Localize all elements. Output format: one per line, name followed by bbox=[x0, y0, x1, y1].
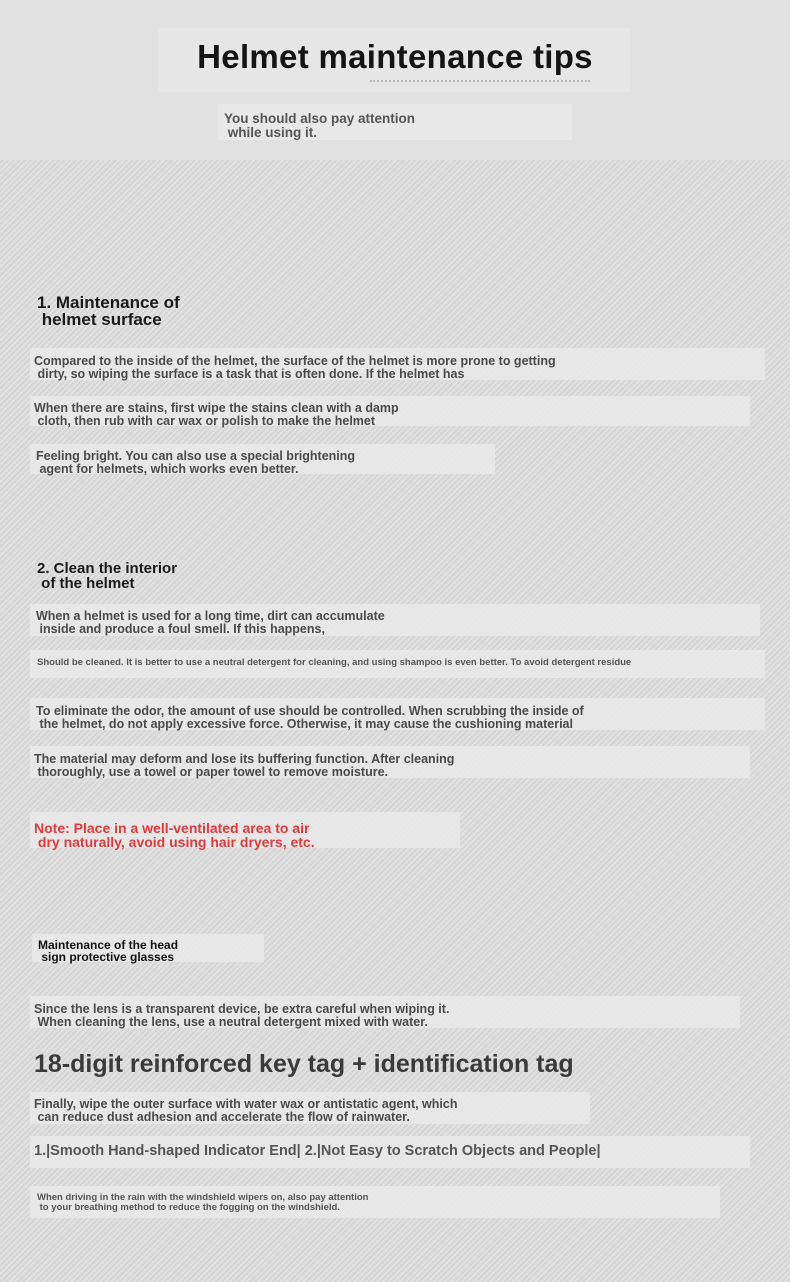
section-1-paragraph-3: Feeling bright. You can also use a special brightening agent for helmets, which works even better. bbox=[36, 449, 356, 476]
page-subtitle: You should also pay attention while using it. bbox=[224, 111, 416, 140]
section-2-paragraph-2: Should be cleaned. It is better to use a neutral detergent for cleaning, and using shampoo is even better. To avoid detergent residue bbox=[37, 657, 632, 668]
section-1-paragraph-1: Compared to the inside of the helmet, the surface of the helmet is more prone to getting dirty, so wiping the surface is a task that is often done. If the helmet has bbox=[34, 354, 556, 381]
section-2-heading: 2. Clean the interior of the helmet bbox=[37, 560, 178, 592]
section-1-paragraph-2: When there are stains, first wipe the stains clean with a damp cloth, then rub with car wax or polish to make the helmet bbox=[34, 401, 399, 428]
section-3-heading: Maintenance of the head sign protective glasses bbox=[38, 938, 179, 964]
key-tag-headline: 18-digit reinforced key tag + identification tag bbox=[34, 1050, 574, 1078]
section-2-note: Note: Place in a well-ventilated area to air dry naturally, avoid using hair dryers, etc. bbox=[34, 820, 315, 850]
section-3-paragraph-3: When driving in the rain with the windshield wipers on, also pay attention to your breathing method to reduce the fogging on the windshield. bbox=[37, 1192, 369, 1213]
section-2-paragraph-1: When a helmet is used for a long time, dirt can accumulate inside and produce a foul smell. If this happens, bbox=[36, 609, 385, 636]
section-2-paragraph-4: The material may deform and lose its buffering function. After cleaning thoroughly, use a towel or paper towel to remove moisture. bbox=[34, 752, 455, 779]
title-smudge bbox=[370, 80, 590, 92]
section-1-heading: 1. Maintenance of helmet surface bbox=[37, 293, 180, 329]
section-3-paragraph-1: Since the lens is a transparent device, be extra careful when wiping it. When cleaning the lens, use a neutral detergent mixed with water. bbox=[34, 1002, 450, 1029]
section-2-paragraph-3: To eliminate the odor, the amount of use should be controlled. When scrubbing the inside of the helmet, do not apply excessive force. Otherwise, it may cause the cushioning material bbox=[36, 704, 584, 731]
features-line: 1.|Smooth Hand-shaped Indicator End| 2.|Not Easy to Scratch Objects and People| bbox=[34, 1143, 601, 1159]
page-title: Helmet maintenance tips bbox=[197, 38, 593, 75]
section-3-paragraph-2: Finally, wipe the outer surface with water wax or antistatic agent, which can reduce dust adhesion and accelerate the flow of rainwater. bbox=[34, 1097, 458, 1124]
